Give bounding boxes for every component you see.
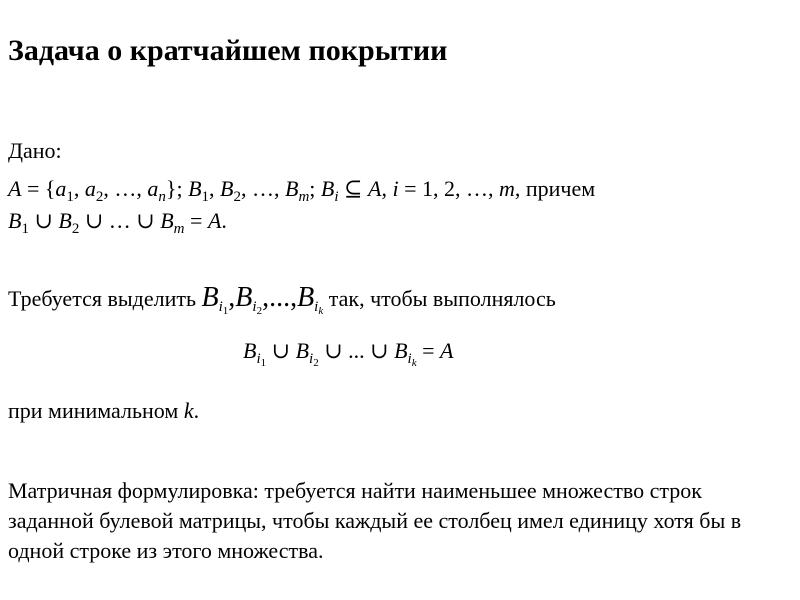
index-i: i [392, 176, 399, 201]
ellipsis: ,..., [262, 282, 298, 313]
set-b: B [188, 176, 202, 201]
set-a-symbol: A [207, 208, 222, 233]
set-b: B [295, 338, 310, 363]
comma: , [209, 176, 221, 201]
comma: , [381, 176, 393, 201]
elem-a: a [84, 176, 96, 201]
requirement-prefix: Требуется выделить [8, 286, 202, 311]
sub-n: n [158, 189, 166, 205]
set-b: B [58, 208, 72, 233]
union-symbol: ∪ [130, 208, 161, 233]
ellipsis: … [108, 208, 131, 233]
ellipsis: , …, [103, 176, 148, 201]
elem-a: a [55, 176, 67, 201]
union-symbol: ∪ [28, 208, 59, 233]
sub-1: 1 [201, 189, 210, 205]
set-b: B [320, 176, 335, 201]
separator: , [228, 282, 236, 313]
index-k: k [183, 398, 194, 423]
sub-1: 1 [21, 221, 29, 237]
sub-i: i [334, 189, 339, 205]
sub-i: ik [407, 351, 417, 369]
set-b: B [160, 208, 174, 233]
elem-a: a [147, 176, 159, 201]
set-b: B [201, 282, 219, 313]
index-m: m [498, 176, 515, 201]
set-b: B [285, 176, 299, 201]
union-condition [8, 208, 227, 237]
sub-i: ik [314, 299, 324, 317]
set-a-symbol: A [440, 338, 454, 363]
set-b: B [8, 208, 22, 233]
semicolon: ; [309, 176, 321, 201]
set-close: }; [165, 176, 189, 201]
set-b: B [297, 282, 315, 313]
comma: , [73, 176, 85, 201]
union-symbol: ∪ [266, 338, 296, 363]
sub-1: 1 [66, 189, 74, 205]
set-b: B [394, 338, 408, 363]
sub-m: m [173, 221, 185, 237]
sub-2: 2 [71, 221, 80, 237]
minimum-prefix: при минимальном [8, 398, 184, 423]
sub-i: i2 [252, 299, 263, 317]
set-b: B [243, 338, 257, 363]
given-suffix: , причем [514, 176, 596, 201]
set-b: B [235, 282, 253, 313]
equals: = [184, 208, 208, 233]
set-a-symbol: A [367, 176, 382, 201]
slide-title: Задача о кратчайшем покрытии [8, 34, 448, 67]
ellipsis: , …, [241, 176, 285, 201]
matrix-formulation: Матричная формулировка: требуется найти наименьшее множество строк заданной булевой матрицы, чтобы каждый ее столбец имел единицу хотя бы в одной строке из этого множества. [8, 478, 742, 563]
index-range: = 1, 2, …, [398, 176, 499, 201]
cover-formula [243, 338, 454, 369]
sub-2: 2 [233, 189, 241, 205]
equals: = [416, 338, 440, 363]
given-set-definition [8, 176, 596, 205]
sub-m: m [298, 189, 310, 205]
set-a-symbol: A [8, 176, 22, 201]
period: . [221, 208, 227, 233]
sub-i: i1 [256, 351, 267, 369]
union-symbol: ∪ [79, 208, 109, 233]
sub-2: 2 [95, 189, 104, 205]
sub-i: i2 [309, 351, 319, 369]
set-b: B [220, 176, 234, 201]
requirement-line [8, 282, 556, 315]
requirement-suffix: так, чтобы выполнялось [323, 286, 556, 311]
eq-open: = { [21, 176, 56, 201]
given-label: Дано: [8, 138, 62, 163]
minimum-line [8, 398, 199, 424]
subset-symbol: ⊆ [338, 176, 368, 201]
period: . [193, 398, 200, 423]
union-ellipsis: ∪ ... ∪ [318, 338, 395, 363]
sub-i: i1 [218, 299, 229, 317]
